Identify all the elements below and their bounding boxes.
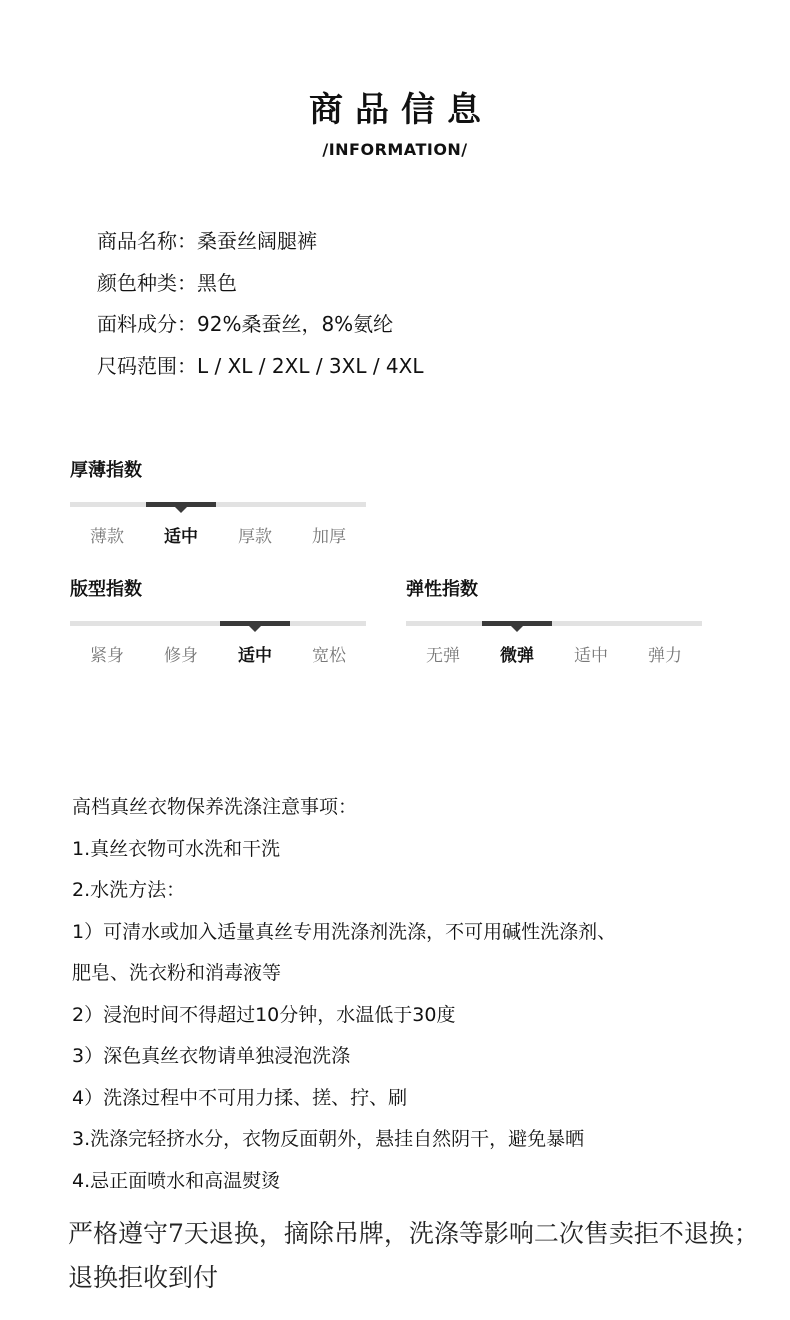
elasticity-option: 弹力 (648, 646, 682, 666)
fit-gauge-indicator (220, 621, 290, 626)
fit-option: 适中 (238, 646, 272, 666)
thickness-gauge-track (70, 502, 366, 507)
section-title: 商品信息 (309, 90, 493, 130)
elasticity-option: 微弹 (500, 646, 534, 666)
info-fabric: 面料成分：92%桑蚕丝，8%氨纶 (97, 312, 394, 336)
care-line: 2）浸泡时间不得超过10分钟，水温低于30度 (72, 1003, 456, 1026)
care-line: 肥皂、洗衣粉和消毒液等 (72, 962, 282, 984)
fit-gauge-track (70, 621, 366, 626)
thickness-option: 适中 (164, 527, 198, 547)
care-line: 4.忌正面喷水和高温熨烫 (72, 1169, 281, 1192)
care-line: 2.水洗方法： (72, 879, 186, 901)
thickness-option: 薄款 (90, 527, 124, 547)
care-line: 1）可清水或加入适量真丝专用洗涤剂洗涤，不可用碱性洗涤剂、 (72, 920, 617, 943)
elasticity-gauge-indicator (482, 621, 552, 626)
care-line: 3）深色真丝衣物请单独浸泡洗涤 (72, 1045, 351, 1067)
thickness-gauge-title: 厚薄指数 (70, 460, 142, 481)
thickness-gauge-indicator (146, 502, 216, 507)
care-line: 1.真丝衣物可水洗和干洗 (72, 837, 281, 860)
fit-option: 宽松 (312, 646, 346, 666)
elasticity-gauge-title: 弹性指数 (406, 579, 478, 600)
product-info-list (97, 226, 424, 392)
fit-option: 修身 (164, 646, 198, 666)
care-line: 4）洗涤过程中不可用力揉、搓、拧、刷 (72, 1086, 408, 1109)
elasticity-option: 无弹 (426, 646, 460, 666)
section-subtitle: /INFORMATION/ (322, 140, 468, 159)
care-line: 3.洗涤完轻挤水分，衣物反面朝外，悬挂自然阴干，避免暴晒 (72, 1128, 585, 1150)
info-color: 颜色种类：黑色 (97, 270, 237, 295)
info-product-name: 商品名称：桑蚕丝阔腿裤 (97, 229, 317, 253)
fit-gauge (70, 577, 366, 666)
thickness-option: 加厚 (312, 527, 346, 547)
elasticity-option: 适中 (574, 646, 608, 666)
thickness-gauge (70, 458, 366, 547)
elasticity-gauge (406, 577, 702, 666)
info-size-range: 尺码范围：L / XL / 2XL / 3XL / 4XL (97, 353, 424, 378)
fit-gauge-title: 版型指数 (70, 579, 142, 600)
return-policy-notice: 严格遵守7天退换，摘除吊牌，洗涤等影响二次售卖拒不退换；退换拒收到付 (68, 1219, 759, 1292)
fit-option: 紧身 (90, 646, 124, 666)
elasticity-gauge-track (406, 621, 702, 626)
thickness-option: 厚款 (238, 527, 272, 547)
care-line: 高档真丝衣物保养洗涤注意事项： (72, 796, 358, 818)
care-instructions (72, 792, 616, 1207)
